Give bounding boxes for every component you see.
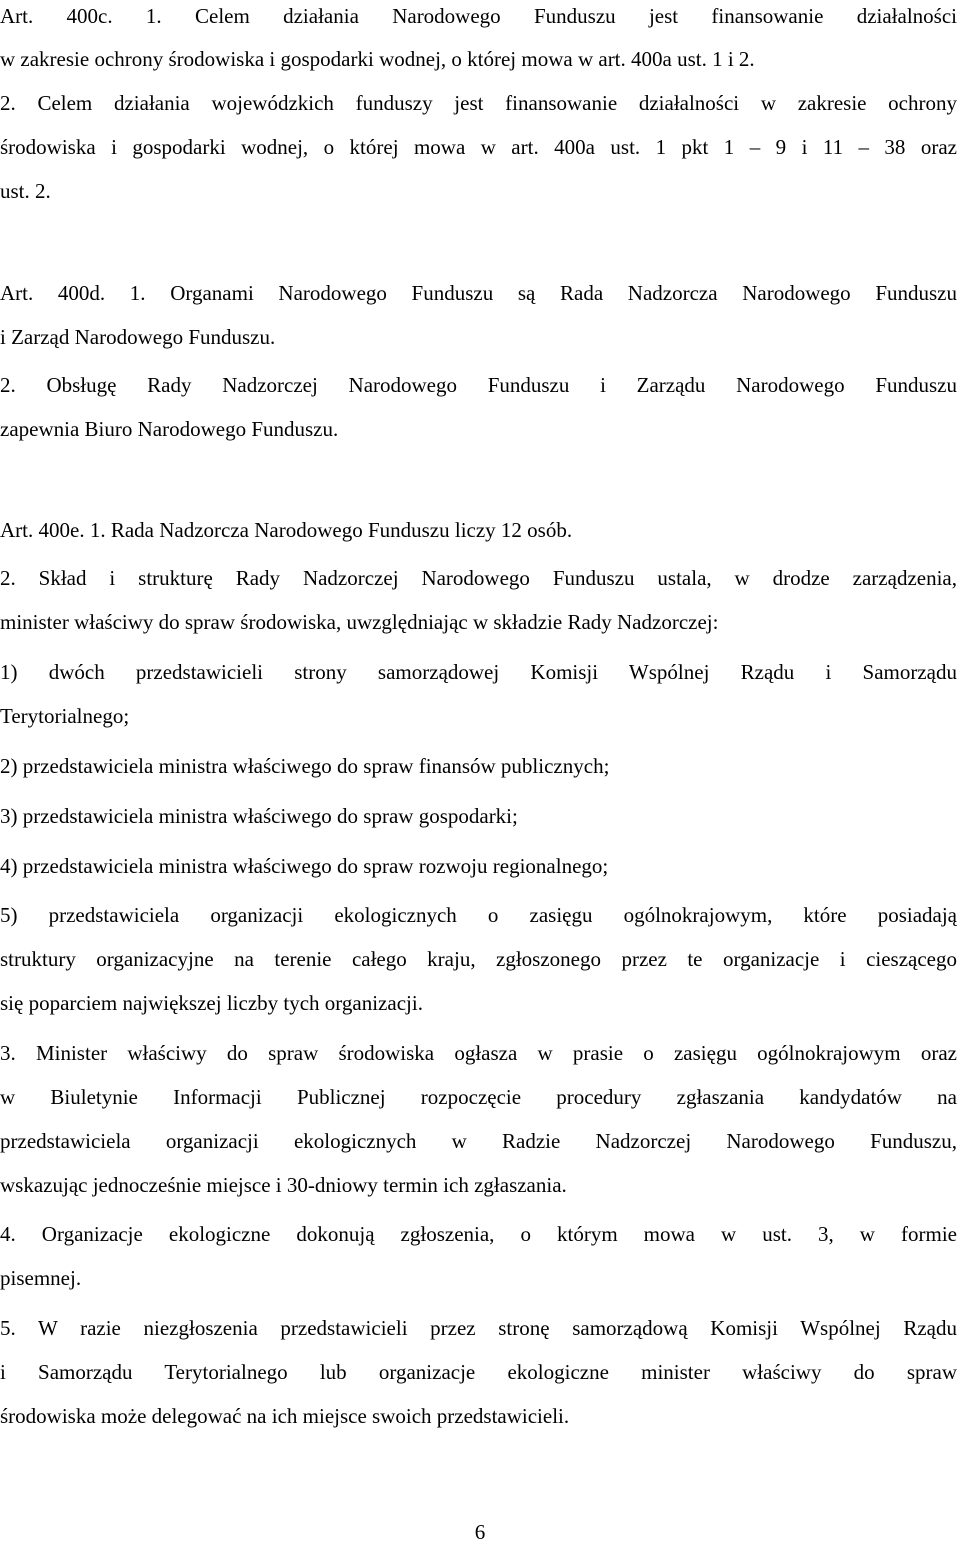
text-line: i Samorządu Terytorialnego lub organizacje ekologiczne minister właściwy do spraw (0, 1360, 957, 1384)
text-line: 2) przedstawiciela ministra właściwego do spraw finansów publicznych; (0, 754, 610, 778)
text-line: 2. Celem działania wojewódzkich funduszy jest finansowanie działalności w zakresie ochrony (0, 91, 957, 115)
text-line: 2. Skład i strukturę Rady Nadzorczej Narodowego Funduszu ustala, w drodze zarządzenia, (0, 566, 957, 590)
text-line: się poparciem największej liczby tych organizacji. (0, 991, 423, 1015)
text-line: ust. 2. (0, 179, 51, 203)
text-line: 3. Minister właściwy do spraw środowiska ogłasza w prasie o zasięgu ogólnokrajowym oraz (0, 1041, 957, 1065)
text-line: 4. Organizacje ekologiczne dokonują zgłoszenia, o którym mowa w ust. 3, w formie (0, 1222, 957, 1246)
text-line: przedstawiciela organizacji ekologicznych w Radzie Nadzorczej Narodowego Funduszu, (0, 1129, 957, 1153)
text-line: w zakresie ochrony środowiska i gospodarki wodnej, o której mowa w art. 400a ust. 1 i 2. (0, 47, 755, 71)
page-number: 6 (474, 1520, 486, 1544)
text-line: struktury organizacyjne na terenie całego kraju, zgłoszonego przez te organizacje i cieszącego (0, 947, 957, 971)
text-line: 4) przedstawiciela ministra właściwego do spraw rozwoju regionalnego; (0, 854, 609, 878)
text-line: zapewnia Biuro Narodowego Funduszu. (0, 417, 339, 441)
text-line: i Zarząd Narodowego Funduszu. (0, 325, 276, 349)
text-line: 2. Obsługę Rady Nadzorczej Narodowego Funduszu i Zarządu Narodowego Funduszu (0, 373, 957, 397)
text-line: Terytorialnego; (0, 704, 130, 728)
text-line: pisemnej. (0, 1266, 82, 1290)
text-line: wskazując jednocześnie miejsce i 30-dniowy termin ich zgłaszania. (0, 1173, 567, 1197)
text-line: Art. 400e. 1. Rada Nadzorcza Narodowego Funduszu liczy 12 osób. (0, 518, 573, 542)
text-line: środowiska może delegować na ich miejsce swoich przedstawicieli. (0, 1404, 570, 1428)
text-line: minister właściwy do spraw środowiska, uwzględniając w składzie Rady Nadzorczej: (0, 610, 719, 634)
text-line: Art. 400d. 1. Organami Narodowego Funduszu są Rada Nadzorcza Narodowego Funduszu (0, 281, 957, 305)
text-line: w Biuletynie Informacji Publicznej rozpoczęcie procedury zgłaszania kandydatów na (0, 1085, 957, 1109)
text-line: 5) przedstawiciela organizacji ekologicznych o zasięgu ogólnokrajowym, które posiadają (0, 903, 957, 927)
text-line: 1) dwóch przedstawicieli strony samorządowej Komisji Wspólnej Rządu i Samorządu (0, 660, 957, 684)
text-line: 5. W razie niezgłoszenia przedstawicieli przez stronę samorządową Komisji Wspólnej Rządu (0, 1316, 957, 1340)
text-line: Art. 400c. 1. Celem działania Narodowego Funduszu jest finansowanie działalności (0, 4, 957, 28)
text-line: 3) przedstawiciela ministra właściwego do spraw gospodarki; (0, 804, 518, 828)
text-line: środowiska i gospodarki wodnej, o której mowa w art. 400a ust. 1 pkt 1 – 9 i 11 – 38 oraz (0, 135, 957, 159)
